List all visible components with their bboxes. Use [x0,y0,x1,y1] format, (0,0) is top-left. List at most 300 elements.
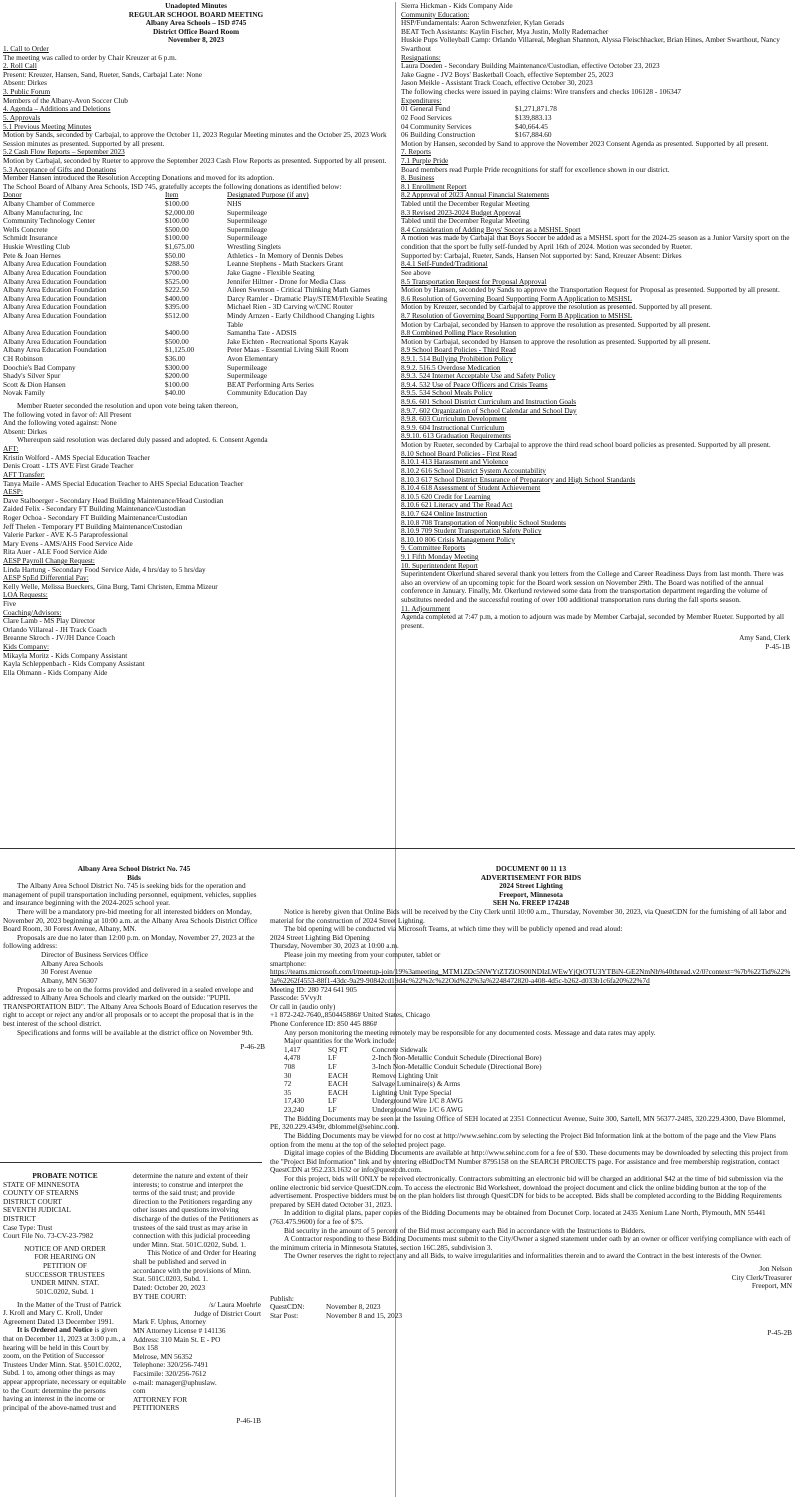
adv-paragraph: The Bidding Documents may be seen at the Issuing Office of SEH located at 2351 Connecticut Avenue, Suite 300, Sartell, MN 56377-2485, 320.229.4300, Dave Blommel, PE, 320.229.4349r, dblommel@sehinc.com. [270,1113,786,1132]
minutes-right-column [401,2,790,834]
donation-row-cell: Albany Area Education Foundation [3,276,107,286]
signature-line: Jon Nelson [759,1264,792,1274]
adv-paragraph: Digital image copies of the Bidding Documents are available at http://www.sehinc.com for a fee of $30. These documents may be downloaded by selecting this project from the "Project Bid Information" link and by entering eBidDocTM Number 8795158 on the SEARCH PROJECTS page. For assistance and free membership registration, contact QuestCDN at 952.233.1632 or info@questcdn.com. [270,1148,788,1175]
donation-row-cell: Wrestling Singlets [227,242,281,252]
probate-notice-line: FOR HEARING ON [34,1252,96,1262]
minutes-line: 8.10.4 618 Assessment of Student Achievement [401,484,541,493]
attorney-line: Address: 310 Main St. E - PO [133,1334,221,1344]
minutes-line: Motion by Hansen, seconded by Sand to approve the November 2023 Consent Agenda as presented. Supported by all present. [401,138,769,148]
adv-paragraph: The Bidding Documents may be viewed for no cost at http://www.sehinc.com by selecting the Project Bid Information link at the bottom of the page and the View Plans option from the menu at the top of the selected project page. [270,1130,776,1149]
minutes-line: 8.10.2 616 School District System Accountability [401,466,546,475]
donation-row [3,381,389,390]
attorney-line: PETITIONERS [133,1403,180,1413]
minutes-left-column [3,2,389,790]
minutes-line: Kelly Welle, Melissa Bueckers, Gina Burg, Tami Christen, Emma Mizeur [3,582,218,591]
minutes-line: 8.10.6 621 Literacy and The Read Act [401,501,513,510]
donation-row-cell: Jake Eichten - Recreational Sports Kayak [227,336,349,346]
publish-row-cell: QuestCDN: [270,1302,305,1312]
minutes-line: Present: Kreuzer, Hansen, Sand, Rueter, Sands, Carbajal Late: None [3,70,203,79]
minutes-line: Absent: Dirkes [3,79,47,88]
quantity-row-cell: 17,430 [284,1096,305,1106]
minutes-line: 8.9 School Board Policies - Third Read [401,346,516,355]
fund-row-cell: $1,271,871.78 [515,104,557,114]
fund-row-cell: $139,883.13 [515,112,552,122]
minutes-line: AESP: [3,488,23,497]
minutes-line: Motion by Kreuzer, seconded by Carbajal to approve the resolution as presented. Supported by all present. [401,302,712,312]
quantity-row-cell: Underground Wire 1/C 6 AWG [372,1105,463,1115]
minutes-line: 8.10.8 708 Transportation of Nonpublic School Students [401,518,566,527]
advertisement-for-bids [270,865,792,1497]
minutes-line: AFT: [3,445,19,454]
quantity-row-cell: 1,417 [284,1044,301,1054]
probate-title: PROBATE NOTICE [32,1172,98,1180]
minutes-line: A motion was made by Carbajal that Boys Soccer be added as a MSHSL sport for the 2024-25 season as a Junior Varsity sport on the condition that the sport be fully self-funded by April 16th of 2024. Motion was seconded by Rueter. [401,233,790,252]
minutes-line: 8.9.3. 524 Internet Acceptable Use and Safety Policy [401,372,556,381]
minutes-line: Motion by Carbajal, seconded by Hansen to approve the resolution as presented. Supported by all present. [401,319,711,329]
minutes-line: The meeting was called to order by Chair Kreuzer at 6 p.m. [3,53,177,62]
minutes-line: 8.10.1 413 Harassment and Violence [401,458,509,467]
minutes-line: 8.2 Approval of 2023 Annual Financial Statements [401,191,550,200]
donation-row-cell: Albany Area Education Foundation [3,328,107,338]
donation-row-cell: Supermileage [227,224,268,234]
donation-row-cell: $40.00 [165,388,186,398]
donation-row-cell: $512.00 [165,310,189,320]
donation-row-cell: Albany Area Education Foundation [3,302,107,312]
quantity-row-cell: EACH [328,1079,348,1089]
donation-row-cell: $200.00 [165,371,189,381]
attorney-line: Telephone: 320/256-7491 [133,1360,209,1370]
quantity-row-cell: Salvage Luminaire(s) & Arms [372,1079,461,1089]
minutes-line: Breanne Skroch - JV/JH Dance Coach [3,634,116,643]
probate-court-line: DISTRICT COURT [3,1196,62,1206]
minutes-line: Kristin Wolford - AMS Special Education Teacher [3,453,150,462]
probate-notice-heading [3,1245,127,1297]
probate-notice-line: SUCCESSOR TRUSTEES [25,1269,105,1279]
donation-row-cell: Pete & Joan Hernes [3,250,61,260]
quantity-row-cell: Concrete Sidewalk [372,1044,428,1054]
minutes-line: 8.10.10 806 Crisis Management Policy [401,535,515,544]
minutes-line: 4. Agenda – Additions and Deletions [3,105,111,114]
adv-join-text-2: smartphone: [270,958,307,968]
donation-row [3,226,389,235]
quantity-row-cell: SQ FT [328,1044,348,1054]
quantity-row-cell: LF [328,1062,337,1072]
minutes-line: 8.9.8. 603 Curriculum Development [401,415,507,424]
probate-notice-right [133,1172,261,1497]
minutes-line: Tanya Maile - AMS Special Education Teacher to AHS Special Education Teacher [3,479,244,488]
quantity-row-cell: LF [328,1096,337,1106]
donations-header-purpose: Designated Purpose (if any) [227,190,309,200]
quantity-row-cell: 2-Inch Non-Metallic Conduit Schedule (Directional Bore) [372,1053,542,1063]
minutes-title-2: REGULAR SCHOOL BOARD MEETING [128,9,264,19]
bids-paragraph-1: The Albany Area School District No. 745 is seeking bids for the operation and management of pupil transportation including personnel, equipment, vehicles, supplies and insurance beginning with the 2024-2025 school year. [3,881,257,908]
minutes-line: The following voted in favor of: All Present [3,410,132,419]
adv-title-2: ADVERTISEMENT FOR BIDS [480,872,582,882]
bids-subtitle: Bids [127,872,141,882]
donation-row-cell: Schmidt Insurance [3,233,58,243]
probate-court-info [3,1181,127,1241]
bids-paragraph-5: Specifications and forms will be available at the district office on November 9th. [17,1027,253,1037]
minutes-line: 8.7 Resolution of Governing Board Supporting Form B Application to MSHSL [401,311,633,320]
donation-row-cell: Mindy Arnzen - Early Childhood Changing Lights Table [227,310,375,329]
teams-meeting-link[interactable]: https://teams.microsoft.com/l/meetup-join/19%3ameeting_MTM1ZDc5NWYtZTZlOS00NDIzLWEwYjQtOTU3YTBiN-GE2NmNh%40thread.v2/0?context=%7b%22Tid%22%3a%2262f4553-88f1-43dc-9a29-90842cd19d4c%22%2c%22Oid%22%3a%2248472820-a408-4d5c-b262-d033b1c6fa20%22%7d [270,967,791,985]
minutes-line: AFT Transfer: [3,470,45,479]
meeting-info-line: +1 872-242-7640,,850445886# United States, Chicago [270,1010,430,1020]
donation-row-cell: $1,675.00 [165,242,195,252]
minutes-line: Supported by: Carbajal, Rueter, Sands, Hansen Not supported by: Sand, Kreuzer Absent: Dirkes [401,251,682,260]
probate-judge-title: Judge of District Court [193,1308,261,1318]
probate-attorney-block [133,1318,261,1413]
minutes-line: 8.5 Transportation Request for Proposal Approval [401,277,547,286]
attorney-line: Box 158 [133,1343,158,1353]
probate-judge-signature: /s/ Laura Moehrle [208,1300,261,1310]
minutes-line: Valerie Parker - AVE K-5 Paraprofessional [3,531,128,540]
minutes-line: 9.1 Fifth Monday Meeting [401,553,479,561]
adv-paragraph: In addition to digital plans, paper copies of the Bidding Documents may be obtained from Docunet Corp. located at 2435 Xenium Lane North, Plymouth, MN 55441 (763.475.9600) for a fee of $75. [270,1208,766,1226]
minutes-line: 8.9.4. 532 Use of Peace Officers and Crisis Teams [401,380,548,389]
minutes-line: Orlando Villareal - JH Track Coach [3,625,107,634]
donation-row-cell: $100.00 [165,379,189,389]
minutes-line: Whereupon said resolution was declared duly passed and adopted. 6. Consent Agenda [17,435,268,445]
fund-row-cell: 02 Food Services [401,112,452,122]
quantity-row-cell: 30 [284,1070,292,1080]
minutes-line: 8.3 Revised 2023-2024 Budget Approval [401,208,521,217]
minutes-line: Roger Ochoa - Secondary FT Building Maintenance/Custodian [3,513,188,522]
minutes-line: 8.1 Enrollment Report [401,182,467,191]
attorney-line: e-mail: manager@uphuslaw. [133,1377,217,1387]
adv-title-1: DOCUMENT 00 11 13 [495,865,567,873]
attorney-line: Mark F. Uphus, Attorney [133,1317,206,1327]
donation-row-cell: $100.00 [165,216,189,226]
bids-title: Albany Area School District No. 745 [77,865,191,873]
fund-row-cell: 06 Building Construction [401,130,476,140]
bids-notice [3,865,265,1155]
minutes-line: AESP SpEd Differential Pay: [3,574,89,583]
minutes-line: Member Hansen introduced the Resolution Accepting Donations and moved for its adoption. [3,174,275,183]
quantity-row-cell: 708 [284,1062,295,1072]
fund-row-cell: 01 General Fund [401,104,451,114]
donation-row-cell: Supermileage [227,371,268,381]
probate-ordered-text: is given that on December 11, 2023 at 3:00 p.m., a hearing will be held in this Court by zoom, on the Petition of Successor Trustees Under Minn. Stat. §501C.0202, Subd. 1 to, among other things as may appear appropriate, necessary or equitable to the Court: determine the persons having an interest in the income or principal of the above-named trust and [3,1325,126,1412]
donation-row-cell: Supermileage [227,362,268,372]
minutes-line: 8.9.5. 534 School Meals Policy [401,389,493,398]
donation-row-cell: CH Robinson [3,353,43,363]
donation-row [3,389,389,398]
donation-row-cell: Leanne Stephens - Math Stackers Grant [227,259,344,269]
minutes-line: 10. Superintendent Report [401,561,478,570]
quantity-row-cell: LF [328,1053,337,1063]
minutes-line: AESP Payroll Change Request: [3,557,95,565]
bids-ref: P-46-2B [240,1042,265,1052]
minutes-line: 8.9.7. 602 Organization of School Calendar and School Day [401,406,577,415]
minutes-right-text [401,2,790,105]
quantity-row-cell: LF [328,1105,337,1115]
minutes-line: Kids Company: [3,643,50,652]
donation-row-cell: Albany Area Education Foundation [3,259,107,269]
donation-row-cell: Athletics - In Memory of Dennis Debes [227,250,343,260]
minutes-line: 8.9.1. 514 Bullying Prohibition Policy [401,354,513,363]
minutes-line: 1. Call to Order [3,45,49,54]
donation-row-cell: $400.00 [165,293,189,303]
signature-line: City Clerk/Treasurer [731,1272,792,1282]
donation-row-cell: Albany Area Education Foundation [3,310,107,320]
minutes-line: Jake Gagne - JV2 Boys' Basketball Coach, effective September 25, 2023 [401,70,614,79]
minutes-line: 5.3 Acceptance of Gifts and Donations [3,165,117,174]
donation-row-cell: Albany Manufacturing, Inc [3,207,83,217]
donation-row-cell: Albany Area Education Foundation [3,293,107,303]
adv-paragraph: Bid security in the amount of 5 percent of the Bid must accompany each Bid in accordance with the Instructions to Bidders. [284,1225,646,1235]
minutes-title-1: Unadopted Minutes [165,2,227,10]
signature-line: Freeport, MN [751,1281,792,1291]
donation-row [3,364,389,373]
probate-court-line: STATE OF MINNESOTA [3,1179,80,1189]
donation-row-cell: Shady's Silver Spur [3,371,61,381]
quantity-row-cell: 3-Inch Non-Metallic Conduit Schedule (Directional Bore) [372,1062,542,1072]
publish-row [270,1312,470,1321]
probate-court-line: DISTRICT [3,1214,36,1224]
donation-row-cell: Community Education Day [227,388,308,398]
donation-row-cell: Peter Maas - Essential Living Skill Room [227,345,349,355]
minutes-title-4: District Office Board Room [152,26,240,36]
donation-row [3,217,389,226]
minutes-line: 8.10.3 617 School District Ensurance of Preparatory and High School Standards [401,475,636,484]
donation-row-cell: $400.00 [165,328,189,338]
minutes-line: 7. Reports [401,148,431,157]
expenditures-table [401,105,641,139]
publish-row-cell: November 8, 2023 [326,1302,381,1312]
minutes-line: 5.2 Cash Flow Reports – September 2023 [3,148,125,157]
donation-row-cell: $500.00 [165,336,189,346]
minutes-line: 8.9.6. 601 School District Curriculum and Instruction Goals [401,398,577,407]
minutes-line: Five [3,600,16,609]
donation-row [3,346,389,355]
minutes-business-text [401,140,790,631]
minutes-line: LOA Requests: [3,591,48,600]
minutes-line: HSP/Fundamentals: Aaron Schwenzfeier, Kylan Gerads [401,19,565,28]
minutes-line: Member Rueter seconded the resolution and upon vote being taken thereon, [17,401,239,411]
probate-ordered-lead: It is Ordered and Notice [17,1325,93,1335]
donation-row-cell: Avon Elementary [227,353,279,363]
adv-paragraph-2: The bid opening will be conducted via Microsoft Teams, at which time they will be publicly opened and read aloud: [284,924,623,934]
bids-paragraph-3: Proposals are due no later than 12:00 p.m. on Monday, November 27, 2023 at the following address: [3,932,255,951]
minutes-line: Jason Meikle - Assistant Track Coach, effective October 30, 2023 [401,79,593,88]
minutes-line: Agenda completed at 7:47 p.m, a motion to adjourn was made by Member Carbajal, seconded by Member Rueter. Supported by all present. [401,612,784,630]
minutes-line: Dave Stalboerger - Secondary Head Building Maintenance/Head Custodian [3,496,224,505]
donation-row-cell: NHS [227,199,242,209]
publish-table [270,1303,470,1320]
minutes-line: 8.9.9. 604 Instructional Curriculum [401,423,505,432]
quantity-row-cell: Lighting Unit Type Special [372,1087,452,1097]
minutes-line: Sierra Hickman - Kids Company Aide [401,2,513,10]
minutes-line: 8. Business [401,174,435,183]
minutes-line: Clare Lamb - MS Play Director [3,617,96,626]
donations-header-item: Item [165,190,179,200]
minutes-line: BEAT Tech Assistants: Kaylin Fischer, Mya Justin, Molly Rademacher [401,27,609,36]
minutes-line: And the following voted against: None [3,419,117,428]
minutes-line: Superintendent Okerlund shared several thank you letters from the College and Career Readiness Days from last month. There was also an overview of an upcoming topic for the Board work session on November 29th. The Board was notified of the annual conference in January. Finally, Mr. Okerlund reviewed some data from the transportation department regarding the volume of substitutes needed and the successful routing of over 100 additional transportation runs during the fall sports season. [401,569,784,605]
bids-address-1: Director of Business Services Office [41,950,148,960]
donation-row-cell: $700.00 [165,267,189,277]
donation-row-cell: $222.50 [165,285,189,295]
minutes-left-text [3,45,389,191]
minutes-line: 7.1 Purple Pride [401,156,449,165]
donation-row-cell: $50.00 [165,250,186,260]
adv-paragraph: A Contractor responding to these Bidding Documents must submit to the City/Owner a signed statement under oath by an owner or officer verifying compliance with each of the minimum criteria in Minnesota Statutes, section 16C.285, subdivision 3. [270,1234,791,1252]
donation-row-cell: $1,125.00 [165,345,195,355]
adv-title-4: Freeport, Minnesota [499,889,563,899]
meeting-info-line: Meeting ID: 280 724 641 905 [270,984,357,994]
minutes-line: 8.8 Combined Polling Place Resolution [401,329,517,338]
adv-title-5: SEH No. FREEP 174248 [492,898,570,908]
minutes-line: Mary Evens - AMS/AHS Food Service Aide [3,539,133,548]
probate-by-court: BY THE COURT: [133,1291,187,1301]
minutes-line: 8.6 Resolution of Governing Board Supporting Form A Application to MSHSL [401,294,632,303]
donation-row-cell: Community Technology Center [3,216,96,226]
probate-notice-left [3,1172,127,1497]
adv-meeting-info [270,986,792,1029]
adv-paragraph: The Owner reserves the right to reject any and all Bids, to waive irregularities and informalities therein and to award the Contract in the best interests of the Owner. [284,1251,762,1261]
donation-row-cell: $100.00 [165,199,189,209]
minutes-line: Motion by Rueter, seconded by Carbajal to approve the third read school board policies as presented. Supported by all present. [401,440,771,450]
adv-paragraph-1: Notice is hereby given that Online Bids will be received by the City Clerk until 10:00 a.m., Thursday, November 30, 2023, via QuestCDN for the furnishing of all labor and material for the construction of 2024 Street Lighting. [270,907,787,925]
donation-row-cell: Albany Area Education Foundation [3,267,107,277]
minutes-line: Huskie Pups Volleyball Camp: Orlando Villareal, Meghan Shannon, Alyssa Fleischhacker, Brian Hines, Amber Swarthout, Nancy Swarthout [401,35,780,54]
donation-row-cell: $100.00 [165,233,189,243]
attorney-line: MN Attorney License # 141136 [133,1325,226,1335]
donation-row-cell: Jennifer Hiltner - Drone for Media Class [227,276,346,286]
quantity-row-cell: Underground Wire 1/C 8 AWG [372,1096,463,1106]
bids-address-3: 30 Forest Avenue [41,967,92,977]
donation-row-cell: $2,000.00 [165,207,195,217]
publish-row-cell: November 8 and 15, 2023 [326,1311,402,1321]
minutes-line: Absent: Dirkes [3,427,47,436]
donation-row-cell: Darcy Ramler - Dramatic Play/STEM/Flexible Seating [227,293,388,303]
publish-row-cell: Star Post: [270,1311,299,1321]
minutes-line: Motion by Carbajal, seconded by Rueter to approve the September 2023 Cash Flow Reports as presented. Supported by all present. [3,155,387,165]
donation-row-cell: Samantha Tate - ADSIS [227,328,297,338]
donation-row-cell: Aileen Swenson - Critical Thinking Math Games [227,285,371,295]
minutes-line: 8.10.5 620 Credit for Learning [401,492,491,501]
minutes-line: Expenditures: [401,96,442,105]
probate-notice-line: PETITION OF [43,1261,87,1271]
donation-row-cell: $300.00 [165,362,189,372]
minutes-line: Ella Ohmann - Kids Company Aide [3,668,108,677]
quantity-row-cell: 23,240 [284,1105,305,1115]
minutes-line: Rita Auer - ALE Food Service Aide [3,548,108,557]
minutes-line: 5.1 Previous Meeting Minutes [3,122,92,131]
donation-row-cell: Supermileage [227,207,268,217]
adv-quantities-title: Major quantities for the Work include: [284,1036,397,1046]
minutes-line: 3. Public Forum [3,88,51,97]
quantity-row-cell: 72 [284,1079,292,1089]
minutes-line: Tabled until the December Regular Meeting [401,200,530,209]
donation-row-cell: Wells Concrete [3,224,48,234]
minutes-line: Zaided Felix - Secondary FT Building Maintenance/Custodian [3,505,186,514]
minutes-line: Coaching/Advisors: [3,608,62,617]
donations-header-donor: Donor [3,190,22,200]
donation-row-cell: $395.00 [165,302,189,312]
adv-join-text: Please join my meeting from your computer, tablet or [284,950,441,960]
minutes-line: 8.10.9 709 Student Transportation Safety Policy [401,527,542,536]
probate-dated: Dated: October 20, 2023 [133,1282,206,1292]
probate-notice-line: NOTICE OF AND ORDER [24,1243,106,1253]
minutes-line: Tabled until the December Regular Meeting [401,217,530,226]
donation-row-cell: Albany Area Education Foundation [3,345,107,355]
meeting-info-line: Phone Conference ID: 850 445 886# [270,1018,378,1028]
donation-row-cell: Michael Rien - 3D Carving w/CNC Router [227,302,353,312]
adv-paragraph-3: Any person monitoring the meeting remotely may be responsible for any documented costs. Message and data rates may apply. [284,1027,656,1037]
clerk-signature: Amy Sand, Clerk [739,633,790,643]
donation-row-cell: BEAT Performing Arts Series [227,379,314,389]
attorney-line: ATTORNEY FOR [133,1394,188,1404]
minutes-title-3: Albany Area Schools – ISD #745 [145,18,247,28]
minutes-line: Community Education: [401,10,470,19]
publish-label: Publish: [270,1293,294,1303]
probate-ref: P-46-1B [236,1416,261,1426]
quantity-row-cell: Remove Lighting Unit [372,1070,439,1080]
donation-row-cell: $525.00 [165,276,189,286]
minutes-line: 8.10 School Board Policies - First Read [401,449,517,458]
minutes-line: Motion by Carbajal, seconded by Hansen to approve the resolution as presented. Supported by all present. [401,336,711,346]
attorney-line: Facsimile: 320/256-7612 [133,1369,207,1379]
donation-row-cell: Huskie Wrestling Club [3,242,70,252]
bids-address-2: Albany Area Schools [41,958,104,968]
meeting-info-line: Passcode: 5VvyJt [270,993,322,1003]
adv-ref: P-45-2B [767,1327,792,1337]
bids-address-4: Albany, MN 56307 [41,975,98,985]
minutes-line: Motion by Hansen, seconded by Sands to approve the Transportation Request for Proposal as presented. Supported by all present. [401,285,780,295]
donations-table [3,191,389,398]
minutes-line: The following checks were issued in paying claims: Wire transfers and checks 106128 - 106347 [401,88,682,97]
fund-row-cell: 04 Community Services [401,121,472,131]
minutes-line: Laura Doeden - Secondary Building Maintenance/Custodian, effective October 23, 2023 [401,62,660,71]
minutes-line: The School Board of Albany Area Schools, ISD 745, gratefully accepts the following donations as identified below: [3,181,342,191]
adv-title-3: 2024 Street Lighting [499,881,563,891]
probate-court-line: Court File No. 73-CV-23-7982 [3,1231,94,1241]
minutes-line: 8.9.2. 516.5 Overdose Medication [401,363,501,372]
bids-paragraph-4: Proposals are to be on the forms provided and delivered in a sealed envelope and addressed to Albany Area Schools and clearly marked on the outside: "PUPIL TRANSPORTATION BID". The Albany Area Schools Board of Education reserves the right to accept or reject any and/or all proposals or to accept the proposal that is in the best interest of the school district. [3,984,258,1028]
minutes-line: See above [401,268,431,277]
donation-row [3,312,389,329]
donation-row-cell: Albany Area Education Foundation [3,285,107,295]
probate-notice-line: 501C.0202, Subd. 1 [35,1286,95,1296]
minutes-line: Linda Hartung - Secondary Food Service Aide, 4 hrs/day to 5 hrs/day [3,565,206,574]
attorney-line: Melrose, MN 56352 [133,1351,193,1361]
donation-row-cell: Jake Gagne - Flexible Seating [227,267,315,277]
minutes-line: Resignations: [401,53,441,62]
quantity-row-cell: 4,478 [284,1053,301,1063]
minutes-line: 11. Adjournment [401,604,451,613]
donation-row-cell: Albany Area Education Foundation [3,336,107,346]
minutes-line: 5. Approvals [3,113,41,122]
quantity-row-cell: EACH [328,1087,348,1097]
probate-matter: In the Matter of the Trust of Patrick J. Kroll and Mary C. Kroll, Under Agreement Dated 13 December 1991. [3,1299,121,1326]
donation-row-cell: $288.50 [165,259,189,269]
adv-paragraphs [270,1115,792,1261]
attorney-line: com [133,1386,146,1396]
probate-notice-line: UNDER MINN. STAT. [30,1278,100,1288]
bids-paragraph-2: There will be a mandatory pre-bid meeting for all interested bidders on Monday, November 20, 2023 beginning at 10:00 a.m. at the Albany Area Schools District Office Board Room, 30 Forest Avenue, Albany, MN. [3,907,258,934]
quantity-row-cell: EACH [328,1070,348,1080]
meeting-info-line: Or call in (audio only) [270,1001,336,1011]
probate-paragraph-1: determine the nature and extent of their interests; to construe and interpret the terms of the said trust; and provide direction to the Petitioners regarding any other issues and questions involving discharge of the duties of the Petitioners as trustees of the said trust as may arise in connection with this judicial proceeding under Minn. Stat. 501C.0202, Subd. 1. [133,1172,259,1249]
minutes-line: Members of the Albany-Avon Soccer Club [3,96,128,105]
donation-row-cell: Doochie's Bad Company [3,362,76,372]
minutes-line: 8.4 Consideration of Adding Boys' Soccer as a MSHSL Sport [401,225,581,234]
donation-row-cell: Scott & Dion Hansen [3,379,66,389]
minutes-line: 8.4.1 Self-Funded/Traditional [401,260,488,269]
adv-signature [270,1265,792,1291]
